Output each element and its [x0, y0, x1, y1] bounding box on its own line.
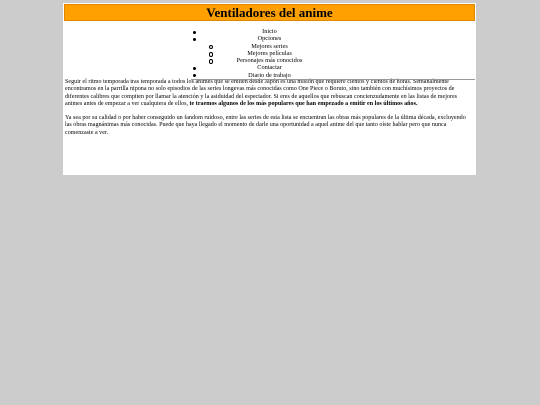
main-nav	[63, 28, 476, 79]
intro-highlight: te traemos algunos de los más populares que han empezado a emitir en los últimos años.	[189, 101, 418, 108]
nav-link-inicio[interactable]: Inicio	[262, 28, 277, 35]
nav-item-diario[interactable]	[63, 72, 476, 79]
nav-subitem-mejores-series[interactable]	[63, 43, 476, 50]
nav-link-diario[interactable]: Diario de trabajo	[248, 71, 291, 79]
page-container	[63, 3, 476, 175]
intro-text: Seguir el ritmo temporada tras temporada a todos los animes que se emiten desde Japón es una misión que requiere cientos y cientos de horas. Semanalmente encontramos en la parrilla nipona no solo episodios de las series longevas más conocidas como One Piece o Boruto, sino también con muchísimos proyectos de diferentes calibres que compiten por llamar la atención y la asiduidad del espectador. Si eres de aquellos que rebuscan concienzudamente en las listas de mejores animes antes de empezar a ver cualquiera de ellos,	[65, 79, 458, 108]
nav-link-mejores-series[interactable]: Mejores series	[251, 42, 288, 50]
intro-paragraph	[65, 79, 474, 109]
nav-subitem-personajes[interactable]	[63, 57, 476, 64]
nav-subitem-mejores-peliculas[interactable]	[63, 50, 476, 57]
nav-item-inicio[interactable]	[63, 28, 476, 35]
nav-link-personajes[interactable]: Personajes más conocidos	[236, 57, 303, 65]
nav-link-contactar[interactable]: Contactar	[257, 64, 282, 72]
nav-link-mejores-peliculas[interactable]: Mejores películas	[247, 49, 292, 57]
nav-item-opciones[interactable]	[63, 35, 476, 42]
page-title: Ventiladores del anime	[206, 5, 333, 20]
main-content	[63, 79, 476, 137]
nav-item-contactar[interactable]	[63, 64, 476, 71]
page-header	[64, 4, 475, 21]
nav-divider	[191, 79, 475, 80]
second-paragraph	[65, 115, 474, 137]
second-text: Ya sea por su calidad o por haber conseguido un fandom ruidoso, entre las series de esta lista se encuentran las obras más populares de la última década, excluyendo las obras magnánimas más conocidas. Puede que haya llegado el momento de darle una oportunidad a aquel anime del que tanto oíste hablar pero que nunca comenzaste a ver.	[65, 114, 466, 136]
nav-link-opciones[interactable]: Opciones	[257, 35, 282, 43]
